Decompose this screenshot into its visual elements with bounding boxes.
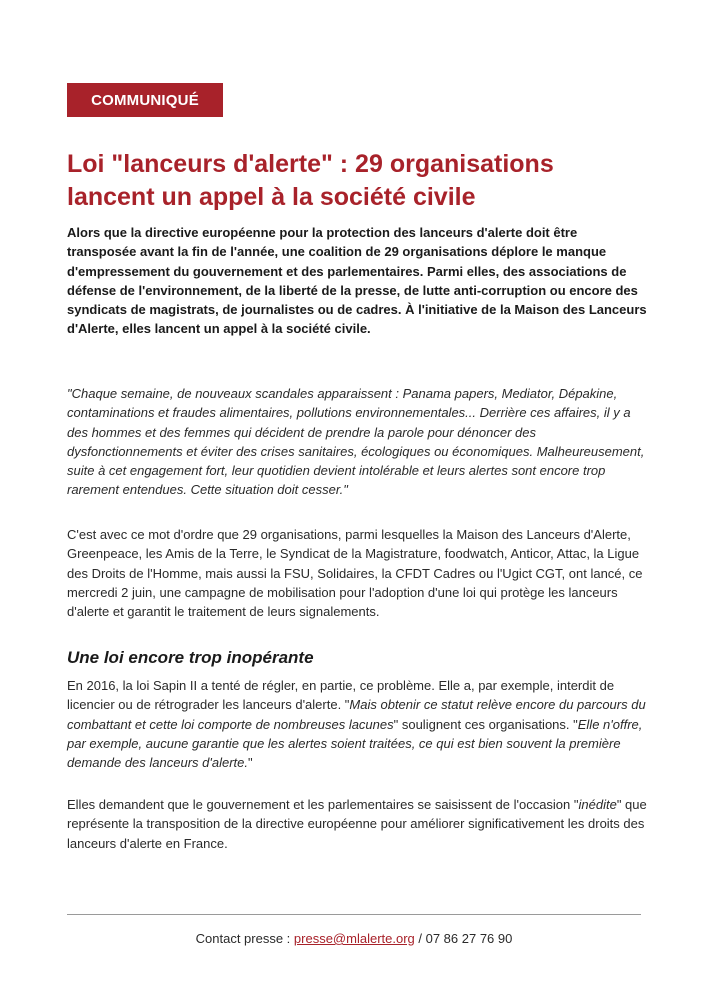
body-paragraph-demand xyxy=(67,795,647,853)
text-span: En 2016, la loi Sapin II a tenté de régler, en partie, ce problème. Elle a, par exemple, interdit de licencier ou de rétrograder les lanceurs d'alerte. " xyxy=(67,678,615,713)
press-contact xyxy=(0,931,708,946)
text-span: " xyxy=(247,755,253,771)
italic-word: inédite xyxy=(578,797,617,812)
contact-label: Contact presse : xyxy=(195,931,294,946)
email-link[interactable]: presse@mlalerte.org xyxy=(293,931,415,946)
section-heading: Une loi encore trop inopérante xyxy=(67,648,314,667)
italic-quote: Elle n'offre, par exemple, aucune garantie que les alertes soient traitées, ce qui est bien souvent la première demande des lanceurs d'alerte. xyxy=(67,716,643,771)
communique-badge: COMMUNIQUÉ xyxy=(67,83,223,117)
text-span: " que représente la transposition de la directive européenne pour améliorer significativement les droits des lanceurs d'alerte en France. xyxy=(67,797,647,851)
phone-number: 07 86 27 76 90 xyxy=(425,931,513,946)
separator: / xyxy=(414,931,426,946)
page-title: Loi "lanceurs d'alerte" : 29 organisations lancent un appel à la société civile xyxy=(67,150,554,211)
italic-quote: Mais obtenir ce statut relève encore du parcours du combattant et cette loi comporte de nombreuses lacunes xyxy=(67,697,646,732)
body-paragraph-mobilisation: C'est avec ce mot d'ordre que 29 organisations, parmi lesquelles la Maison des Lanceurs d'Alerte, Greenpeace, les Amis de la Terre, le Syndicat de la Magistrature, foodwatch, Anticor, Attac, la Ligue des Droits de l'Homme, mais aussi la FSU, Solidaires, la CFDT Cadres ou l'Ugict CGT, ont lancé, ce mercredi 2 juin, une campagne de mobilisation pour l'adoption d'une loi qui protège les lanceurs d'alerte et garantit le traitement de leurs signalements. xyxy=(67,527,643,620)
quote-paragraph: "Chaque semaine, de nouveaux scandales apparaissent : Panama papers, Mediator, Dépakine, contaminations et fraudes alimentaires, pollutions environnementales... Derrière ces affaires, il y a des hommes et des femmes qui décident de prendre la parole pour dénoncer des dysfonctionnements et éviter des crises sanitaires, écologiques ou économiques. Malheureusement, suite à cet engagement fort, leur quotidien devient intolérable et leurs alertes sont encore trop rarement entendues. Cette situation doit cesser." xyxy=(67,386,645,498)
text-span: " soulignent ces organisations. " xyxy=(393,716,578,732)
text-span: Elles demandent que le gouvernement et les parlementaires se saisissent de l'occasion " xyxy=(67,797,579,812)
body-paragraph-sapin xyxy=(67,676,647,772)
footer-divider xyxy=(67,914,641,915)
lead-paragraph: Alors que la directive européenne pour la protection des lanceurs d'alerte doit être transposée avant la fin de l'année, une coalition de 29 organisations déplore le manque d'empressement du gouvernement et des parlementaires. Parmi elles, des associations de défense de l'environnement, de la liberté de la presse, de lutte anti-corruption ou encore des syndicats de magistrats, de journalistes ou de cadres. À l'initiative de la Maison des Lanceurs d'Alerte, elles lancent un appel à la société civile. xyxy=(67,225,647,337)
